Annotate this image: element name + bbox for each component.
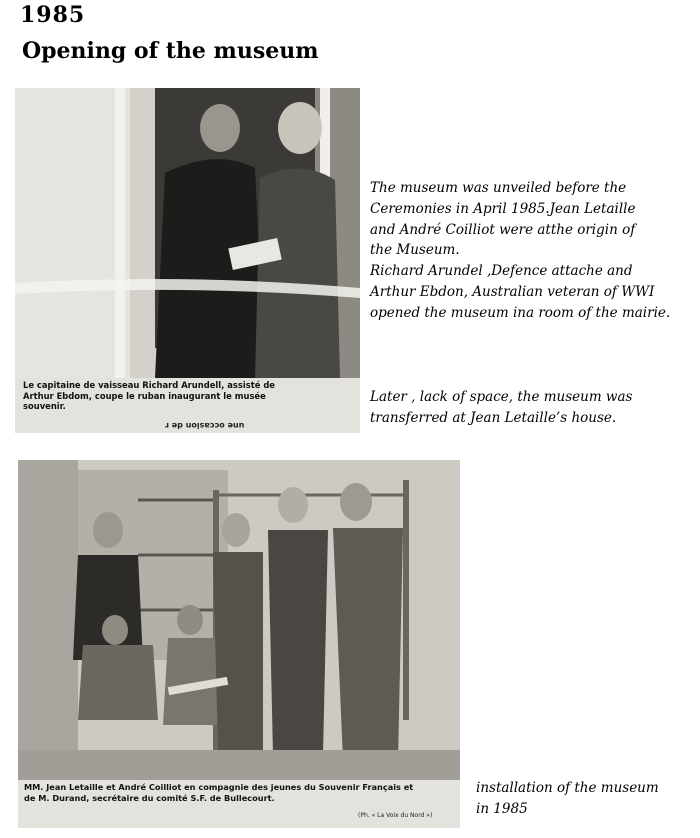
year-heading: 1985 bbox=[20, 2, 86, 28]
clipping-caption-installation: MM. Jean Letaille et André Coilliot en compagnie des jeunes du Souvenir Français et de M. Durand, secrétaire du comité S.F. de Bullecourt. bbox=[24, 782, 414, 803]
ribbon-cutting-illustration bbox=[15, 88, 360, 378]
photo-credit: (Ph. « La Voix du Nord ») bbox=[358, 812, 433, 819]
installation-group-illustration bbox=[18, 460, 460, 780]
clipping-caption-opening: Le capitaine de vaisseau Richard Arundell, assisté de Arthur Ebdom, coupe le ruban inaugurant le musée souvenir. bbox=[23, 380, 275, 411]
ribbon-cutting-photo bbox=[15, 88, 360, 378]
relocation-note: Later , lack of space, the museum was transferred at Jean Letaille’s house. bbox=[370, 389, 633, 426]
newspaper-clipping-installation bbox=[18, 460, 460, 828]
newspaper-clipping-opening bbox=[15, 88, 360, 433]
page-title: Opening of the museum bbox=[22, 38, 319, 64]
opening-description: The museum was unveiled before the Ceremonies in April 1985.Jean Letaille and André Coilliot were atthe origin of the Museum. Richard Arundel ,Defence attache and Arthur Ebdon, Australian veteran of WWI opened the museum ina room of the mairie. bbox=[370, 180, 671, 321]
installation-group-photo bbox=[18, 460, 460, 780]
upside-down-newsprint: une occasion de r bbox=[165, 421, 245, 430]
installation-note: installation of the museum in 1985 bbox=[476, 780, 659, 817]
